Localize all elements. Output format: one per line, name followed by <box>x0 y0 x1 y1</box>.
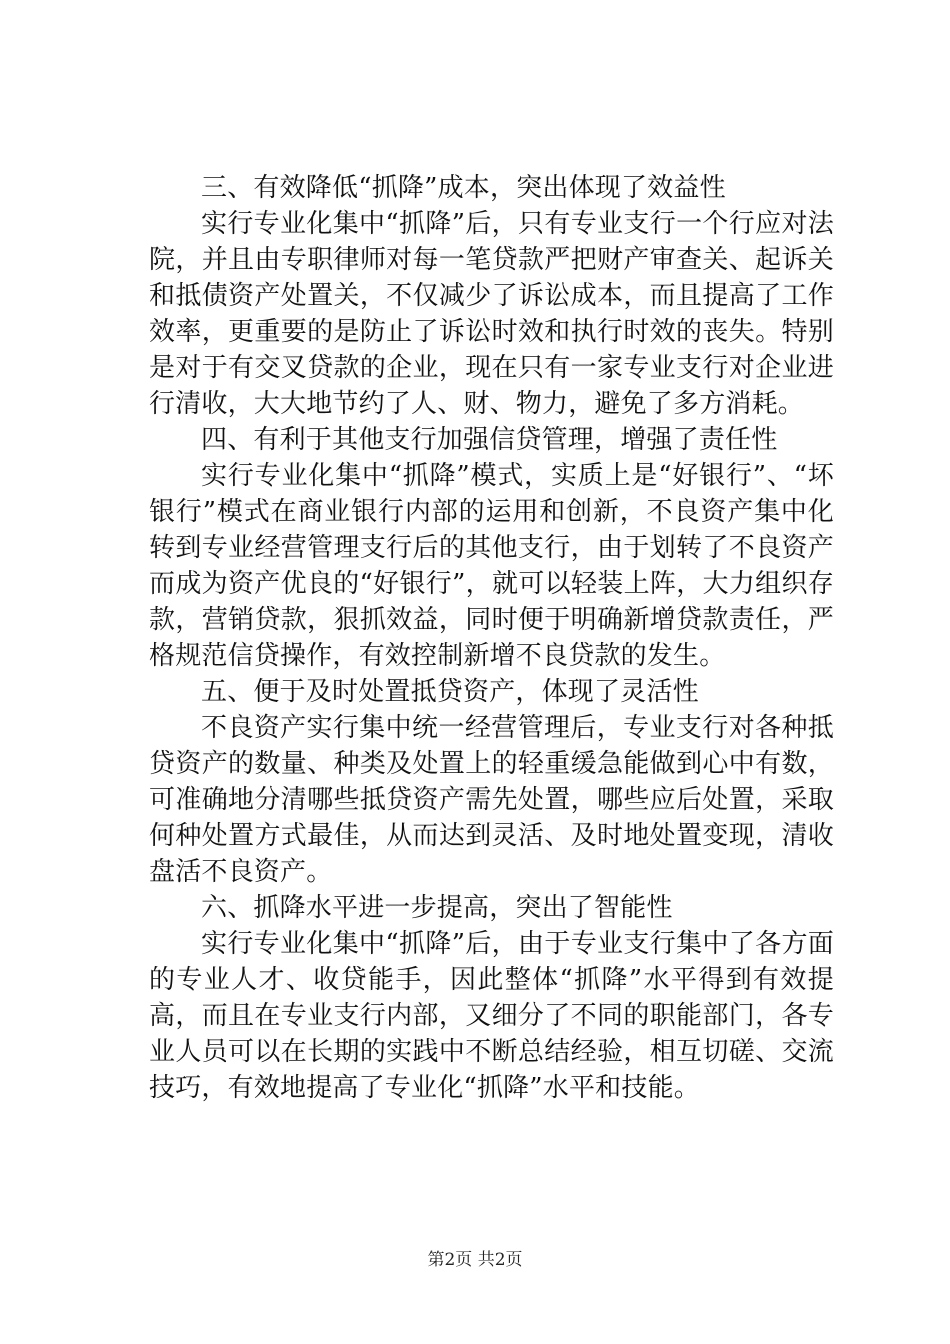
section-heading: 三、有效降低“抓降”成本，突出体现了效益性 <box>201 173 726 203</box>
section-paragraph: 实行专业化集中“抓降”后，由于专业支行集中了各方面的专业人才、收贷能手，因此整体“抓降”水平得到有效提高，而且在专业支行内部，又细分了不同的职能部门，各专业人员可以在长期的实践中不断总结经验，相互切磋、交流技巧，有效地提高了专业化“抓降”水平和技能。 <box>149 929 834 1103</box>
section-paragraph: 实行专业化集中“抓降”后，只有专业支行一个行应对法院，并且由专职律师对每一笔贷款严把财产审查关、起诉关和抵债资产处置关，不仅减少了诉讼成本，而且提高了工作效率，更重要的是防止了诉讼时效和执行时效的丧失。特别是对于有交叉贷款的企业，现在只有一家专业支行对企业进行清收，大大地节约了人、财、物力，避免了多方消耗。 <box>149 209 834 419</box>
section-heading: 四、有利于其他支行加强信贷管理，增强了责任性 <box>201 425 778 455</box>
document-body <box>149 170 834 1106</box>
page-footer <box>0 1245 950 1270</box>
section-paragraph: 不良资产实行集中统一经营管理后，专业支行对各种抵贷资产的数量、种类及处置上的轻重缓急能做到心中有数，可准确地分清哪些抵贷资产需先处置，哪些应后处置，采取何种处置方式最佳，从而达到灵活、及时地处置变现，清收盘活不良资产。 <box>149 713 834 887</box>
section-heading: 六、抓降水平进一步提高，突出了智能性 <box>201 893 673 923</box>
page-number: 第2页 共2页 <box>427 1250 523 1270</box>
section-paragraph: 实行专业化集中“抓降”模式，实质上是“好银行”、“坏银行”模式在商业银行内部的运用和创新，不良资产集中化转到专业经营管理支行后的其他支行，由于划转了不良资产而成为资产优良的“好银行”，就可以轻装上阵，大力组织存款，营销贷款，狠抓效益，同时便于明确新增贷款责任，严格规范信贷操作，有效控制新增不良贷款的发生。 <box>149 461 834 671</box>
section-heading: 五、便于及时处置抵贷资产，体现了灵活性 <box>201 677 699 707</box>
